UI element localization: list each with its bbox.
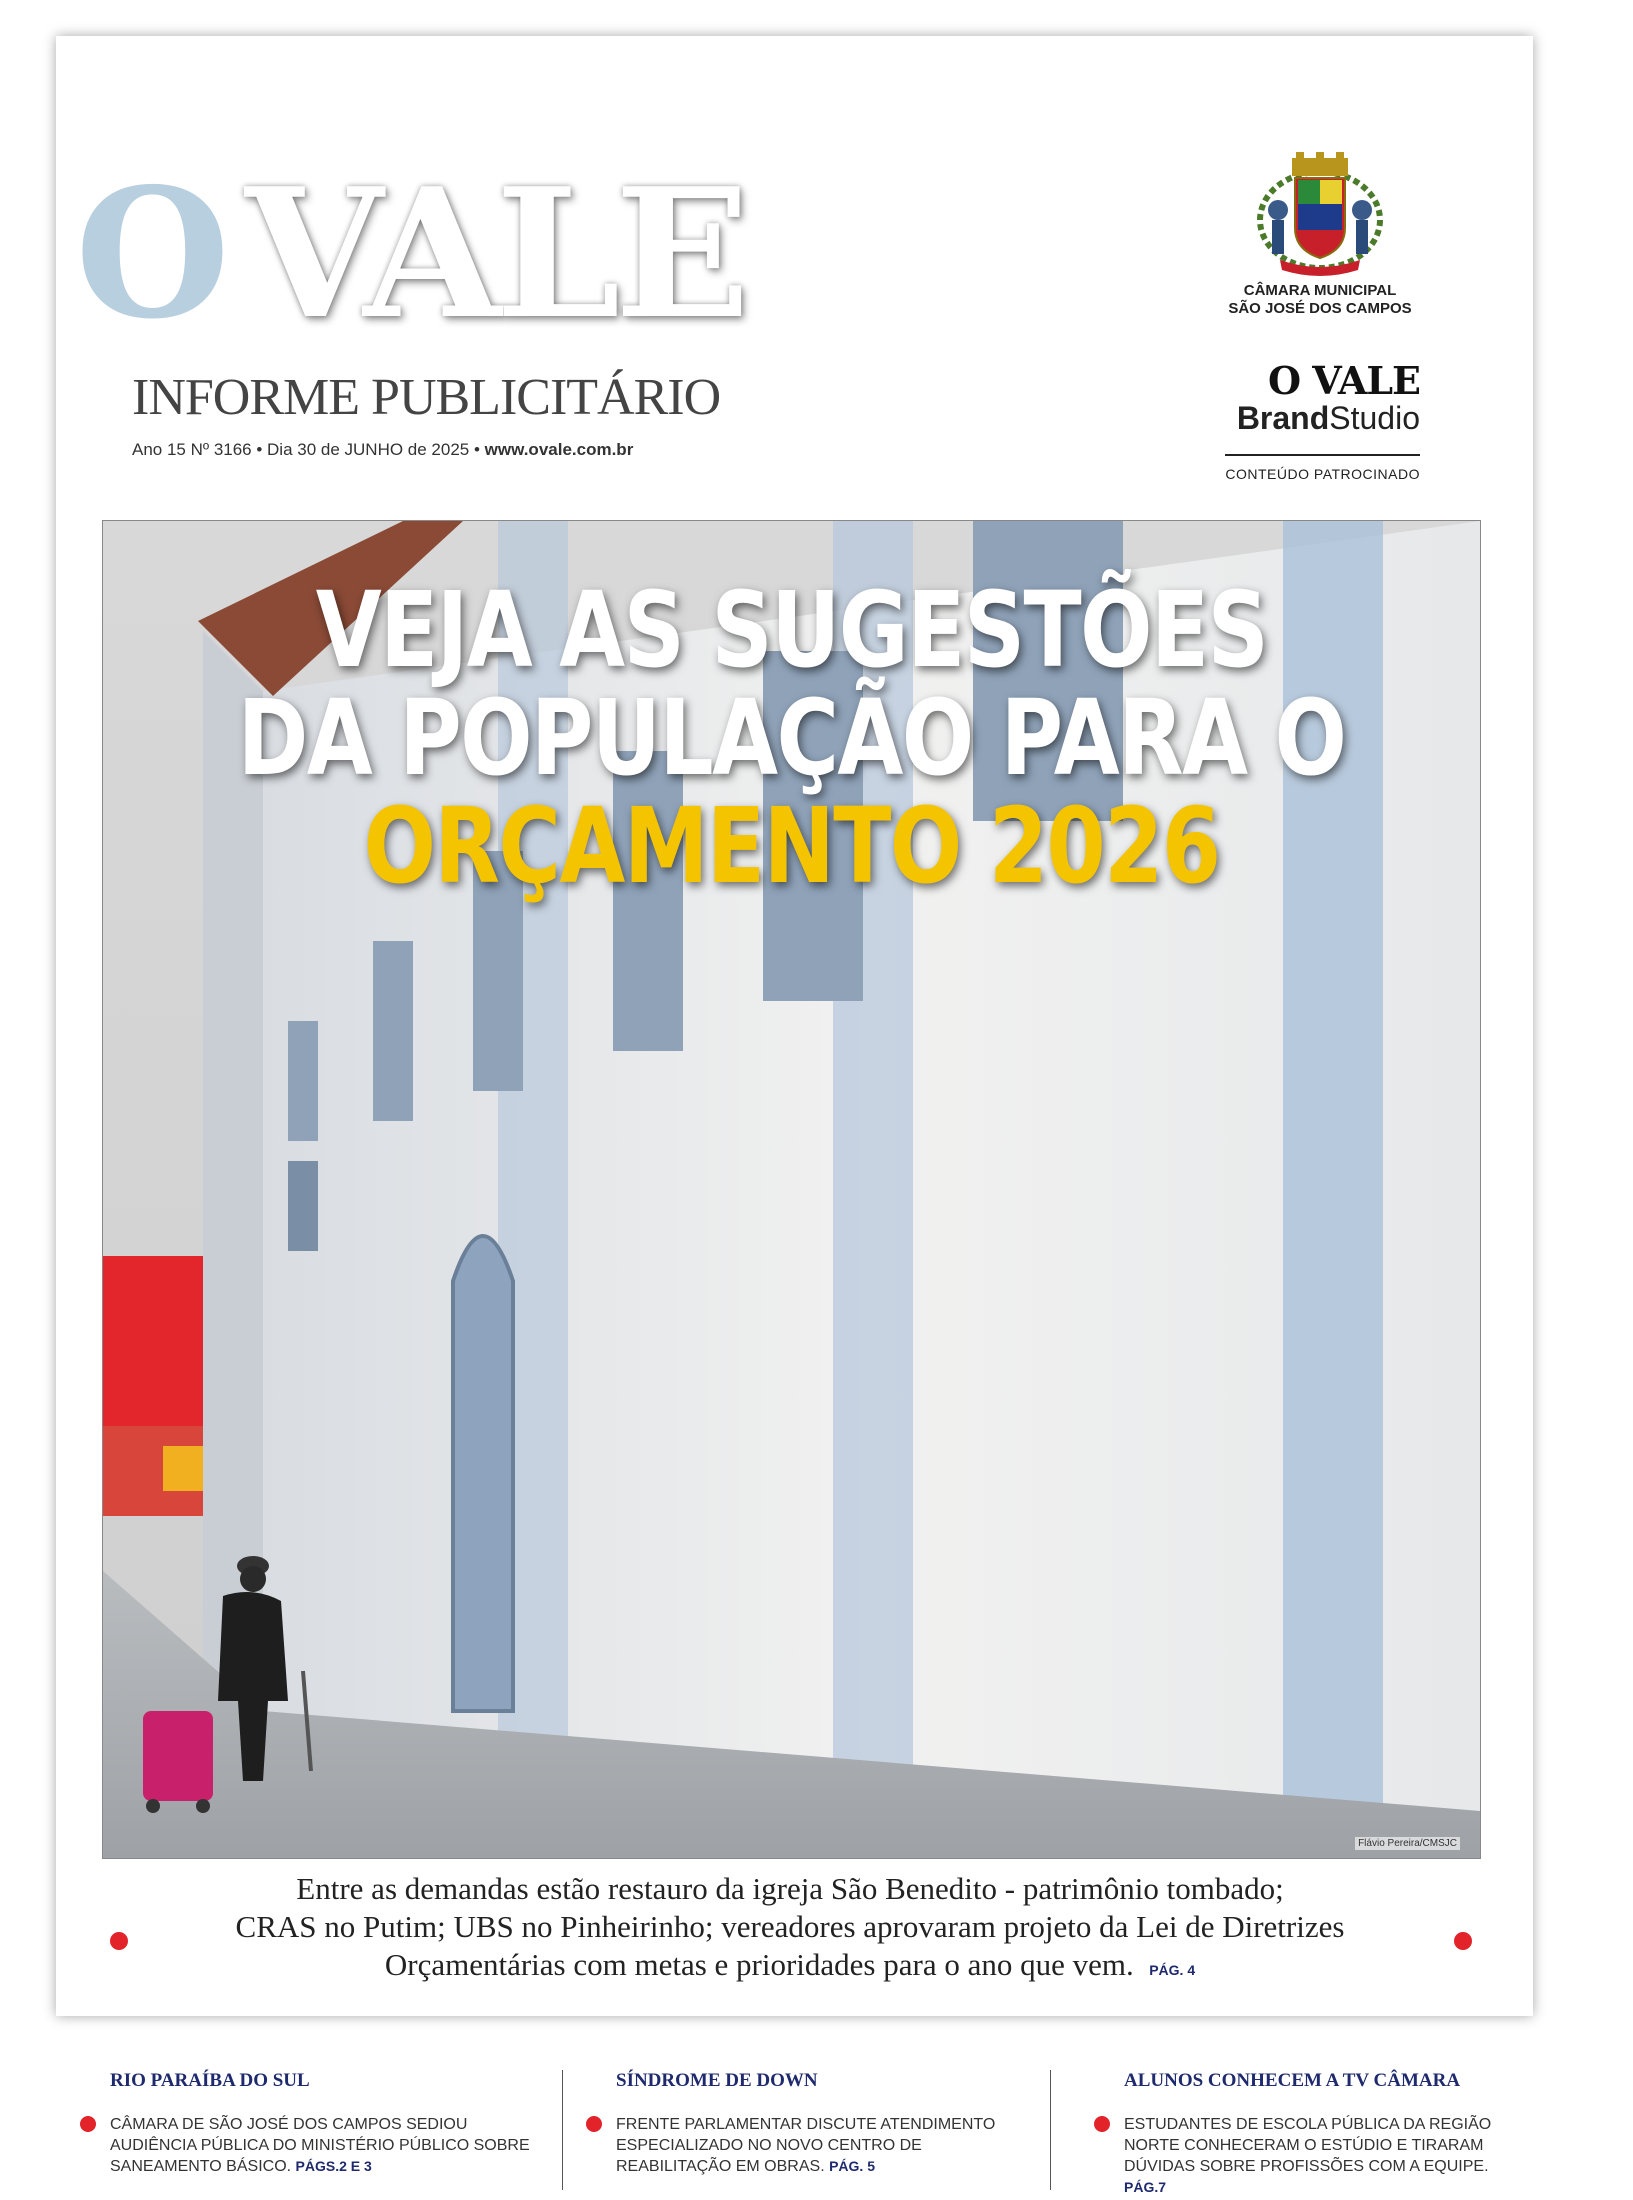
teaser-text [110,2114,550,2177]
logo-vale: VALE [245,149,745,358]
teaser-1[interactable] [110,2070,550,2177]
teaser-title: RIO PARAÍBA DO SUL [110,2070,310,2091]
teaser-text [1124,2114,1504,2198]
studio-text: Studio [1329,400,1420,436]
bullet-dot-left [110,1932,128,1950]
teaser-page-ref[interactable]: PÁGS.2 E 3 [295,2158,372,2174]
masthead-logo [75,149,925,358]
sponsored-label: CONTEÚDO PATROCINADO [1225,466,1420,482]
teaser-text [616,2114,1036,2177]
bullet-dot [586,2116,602,2132]
divider [1225,454,1420,456]
bullet-dot [1094,2116,1110,2132]
headline-line2: DA POPULAÇÃO PARA O [237,677,1346,799]
caption-line1: Entre as demandas estão restauro da igreja São Benedito - patrimônio tombado; [296,1871,1284,1906]
cover-headline [227,569,1356,907]
headline-line3: ORÇAMENTO 2026 [363,785,1220,907]
ovale-brand-logo: O VALE [1267,358,1420,403]
camara-name [1180,282,1460,318]
caption-line2: CRAS no Putim; UBS no Pinheirinho; vereadores aprovaram projeto da Lei de Diretrizes [235,1909,1345,1944]
teaser-2[interactable] [616,2070,1036,2177]
cover-caption [140,1870,1440,1989]
city-crest-icon [1250,150,1390,280]
teaser-body: FRENTE PARLAMENTAR DISCUTE ATENDIMENTO ESPECIALIZADO NO NOVO CENTRO DE REABILITAÇÃO EM OBRAS. [616,2116,996,2175]
divider [562,2070,563,2190]
teaser-body: CÂMARA DE SÃO JOSÉ DOS CAMPOS SEDIOU AUDIÊNCIA PÚBLICA DO MINISTÉRIO PÚBLICO SOBRE SANEAMENTO BÁSICO. [110,2116,530,2175]
teaser-title: ALUNOS CONHECEM A TV CÂMARA [1124,2070,1461,2091]
issue-info: Ano 15 Nº 3166 • Dia 30 de JUNHO de 2025 • [132,440,480,459]
issue-line [132,440,633,460]
teaser-page-ref[interactable]: PÁG. 5 [829,2158,875,2174]
camara-line1: CÂMARA MUNICIPAL [1243,282,1397,299]
teaser-3[interactable] [1124,2070,1504,2198]
logo-o: O [75,149,227,358]
brand-text: Brand [1236,400,1330,436]
teaser-page-ref[interactable]: PÁG.7 [1124,2179,1167,2195]
teaser-body: ESTUDANTES DE ESCOLA PÚBLICA DA REGIÃO NORTE CONHECERAM O ESTÚDIO E TIRARAM DÚVIDAS SOBRE PROFISSÕES COM A EQUIPE. [1124,2116,1492,2175]
divider [1050,2070,1051,2190]
cover-photo [102,520,1481,1859]
teaser-title: SÍNDROME DE DOWN [616,2070,818,2091]
bullet-dot-right [1454,1932,1472,1950]
headline-line1: VEJA AS SUGESTÕES [315,569,1268,691]
website-link[interactable]: www.ovale.com.br [484,440,634,459]
bullet-dot [80,2116,96,2132]
caption-page-ref[interactable]: PÁG. 4 [1149,1962,1196,1978]
brandstudio-logo [1200,402,1420,434]
photo-credit: Flávio Pereira/CMSJC [1355,1837,1460,1850]
section-title: INFORME PUBLICITÁRIO [132,369,721,426]
caption-line3: Orçamentárias com metas e prioridades para o ano que vem. [384,1947,1134,1982]
caption-line3-wrap [140,1946,1440,1989]
camara-line2: SÃO JOSÉ DOS CAMPOS [1228,300,1412,317]
